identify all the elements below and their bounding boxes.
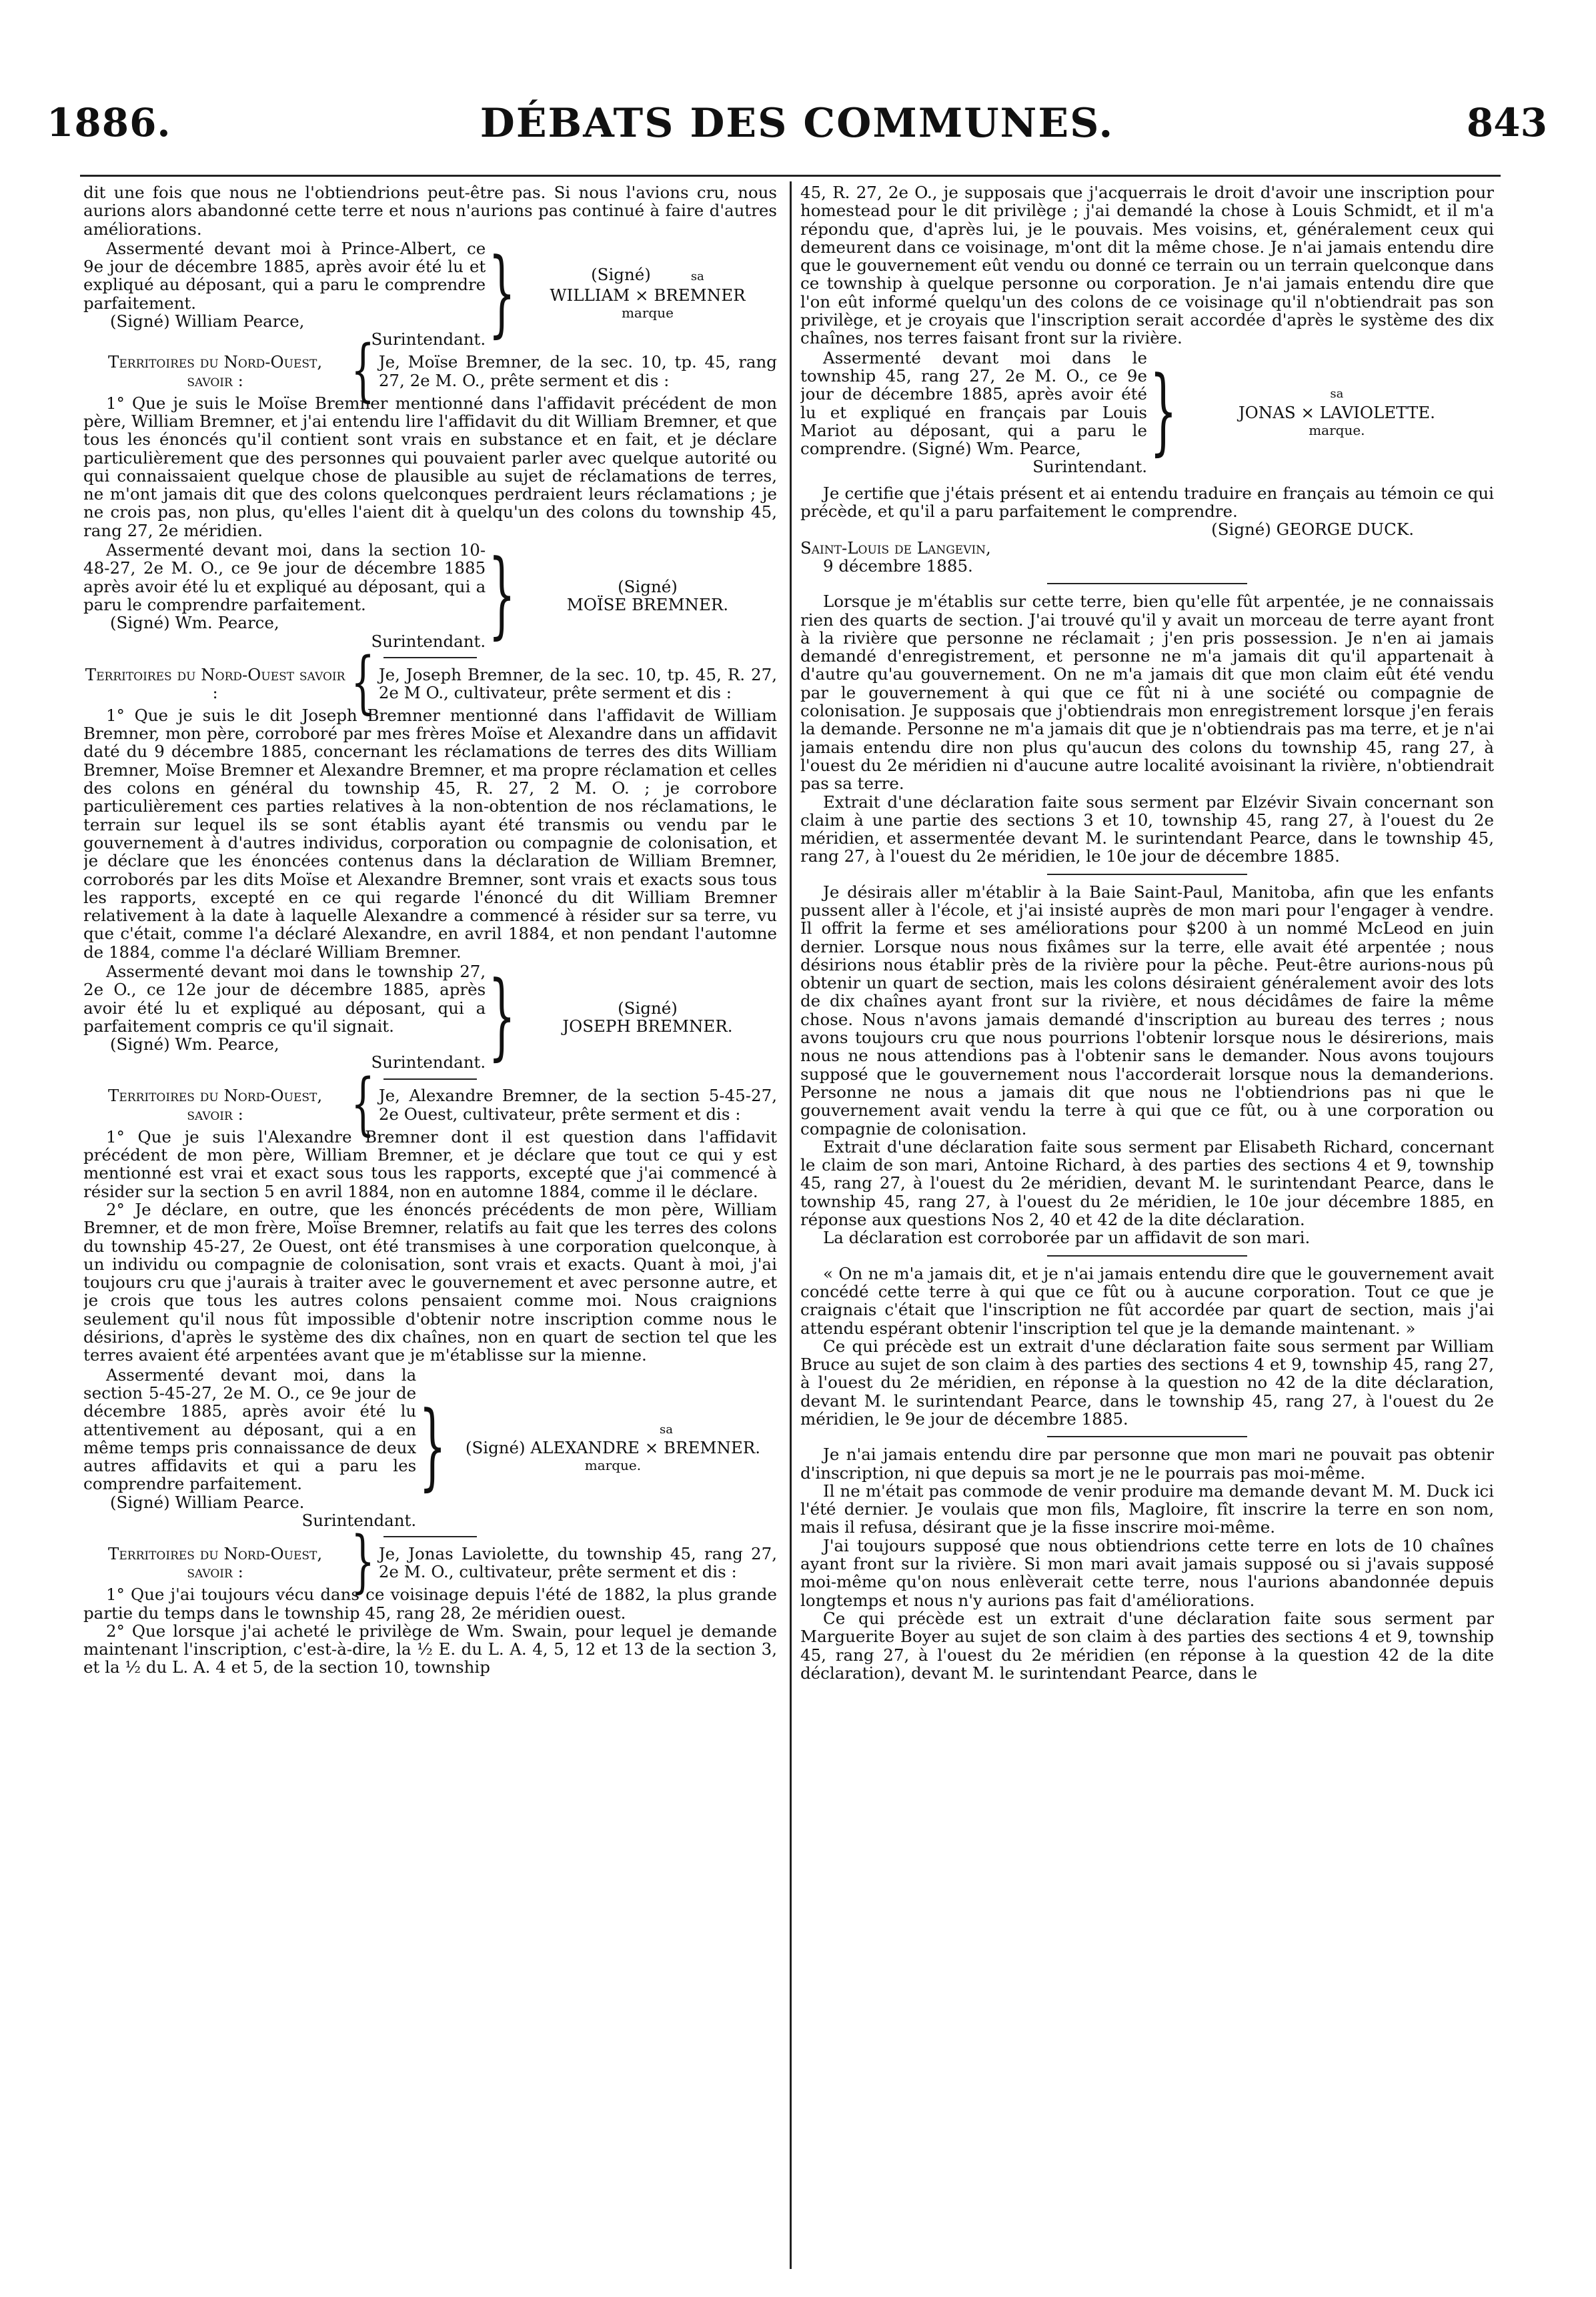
right-column [800, 183, 1494, 2264]
brace: { [351, 331, 375, 410]
paragraph: Ce qui précède est un extrait d'une déclaration faite sous serment par Marguerite Boyer au sujet de son claim à des parties des sections 4 et 9, township 45, rang 27, à l'ouest du 2e méridien (en réponse à la question 42 de la dite déclaration), devant M. le surintendant Pearce, dans le [800, 1608, 1494, 1683]
paragraph: 1° Que je suis le Moïse Bremner mentionné dans l'affidavit précédent de mon père, William Bremner, et j'ai entendu lire l'affidavit du dit William Bremner, et que tous les énoncés qu'il contient sont vrais en substance et en fait, et je déclare particulièrement que des personnes qui pouvaient parler avec quelque autorité ou qui connaissaient quelque chose de plausible au sujet de réclamations de terres, ne m'ont jamais dit que des colons quelconques perdraient leurs réclamations ; je ne crois pas, non plus, qu'elles l'aient dit à quelqu'un des colons du township 45, rang 27, 2e méridien. [83, 393, 777, 540]
brace: } [419, 1393, 446, 1502]
divider [1047, 1436, 1247, 1437]
divider [383, 1536, 477, 1537]
divider [1047, 874, 1247, 875]
affidavit-block [83, 239, 777, 349]
affidavit-text: Assermenté devant moi, dans la section 10-48-27, 2e M. O., ce 9e jour de décembre 1885 après avoir été lu et expliqué au déposant, qui a paru le comprendre parfaitement. [83, 540, 486, 614]
signatory-name: (Signé) ALEXANDRE × BREMNER. [465, 1437, 760, 1457]
territory-text: Je, Alexandre Bremner, de la section 5-45-27, 2e Ouest, cultivateur, prête serment et dis : [378, 1086, 777, 1124]
signatory-name: MOÏSE BREMNER. [566, 594, 729, 614]
marque-label: marque. [584, 1457, 642, 1474]
territory-heading [83, 1065, 777, 1144]
signe-label: (Signé) [618, 998, 678, 1018]
paragraph: Lorsque je m'établis sur cette terre, bien qu'elle fût arpentée, je ne connaissais rien des quarts de section. J'ai trouvé qu'il y avait un morceau de terre ayant front à la rivière que personne ne réclamait ; j'en pris possession. Je n'en ai jamais demandé d'enregistrement, et personne ne m'a jamais dit qu'il appartenait à d'autre qu'au gouvernement. On ne m'a jamais dit que mon claim eût été vendu par le gouvernement à qui que ce fût ni à une société ou compagnie de colonisation. Je supposais que j'obtiendrais mon enregistrement lorsque j'en ferais la demande. Personne ne m'a jamais dit que je n'obtiendrais pas ma terre, et je n'ai jamais entendu dire non plus qu'aucun des colons du township 45, rang 27, à l'ouest du 2e méridien ni d'aucune autre localité avoisinant la rivière, n'obtiendrait pas sa terre. [800, 592, 1494, 794]
territory-heading [83, 1523, 777, 1601]
territory-text: Je, Moïse Bremner, de la sec. 10, tp. 45, rang 27, 2e M. O., prête serment et dis : [378, 352, 777, 390]
territory-label: Territoires du Nord-Ouest, savoir : [108, 1544, 323, 1582]
paragraph: Ce qui précède est un extrait d'une déclaration faite sous serment par William Bruce au sujet de son claim à des parties des sections 4 et 9, township 45, rang 27, à l'ouest du 2e méridien, en réponse à la question no 42 de la dite déclaration, devant M. le surintendant Pearce, dans le township 45, rang 27, à l'ouest du 2e méridien, le 9e jour de décembre 1885. [800, 1336, 1494, 1429]
affidavit-text: Assermenté devant moi dans le township 45, rang 27, 2e M. O., ce 9e jour de décembre 1885, après avoir été lu et expliqué en français par Louis Mariot au déposant, qui a paru le comprendre. (Signé) Wm. Pearce, [800, 347, 1147, 459]
paragraph: Il ne m'était pas commode de venir produire ma demande devant M. M. Duck ici l'été dernier. Je voulais que mon fils, Magloire, fît inscrire la terre en son nom, mais il refusa, désirant que je la fisse inscrire moi-même. [800, 1481, 1494, 1537]
paragraph: dit une fois que nous ne l'obtiendrions peut-être pas. Si nous l'avions cru, nous aurions alors abandonné cette terre et nous n'aurions pas continué à faire d'autres améliorations. [83, 183, 777, 239]
marque-label: marque. [1309, 422, 1365, 438]
affidavit-text: Assermenté devant moi, dans la section 5-45-27, 2e M. O., ce 9e jour de décembre 1885, après avoir été lu attentivement au déposant, qui a en même temps pris connaissance de deux autres affidavits et qui a paru les comprendre parfaitement. [83, 1365, 417, 1494]
signatory-name: JOSEPH BREMNER. [562, 1016, 733, 1036]
year: 1886. [47, 100, 171, 145]
territory-label: Territoires du Nord-Ouest savoir : [85, 664, 345, 702]
brace: { [351, 1065, 375, 1144]
signature-line: (Signé) GEORGE DUCK. [1211, 520, 1414, 540]
left-column [83, 183, 777, 2264]
brace: } [1150, 357, 1177, 467]
affidavit-block [83, 962, 777, 1072]
paragraph: 2° Je déclare, en outre, que les énoncés précédents de mon père, William Bremner, et de mon frère, Moïse Bremner, relatifs au fait que les terres des colons du township 45-27, 2e Ouest, ont été transmises à une corporation quelconque, à un individu ou compagnie de colonisation, sont vrais et exacts. Quant à moi, j'ai toujours cru que j'aurais à traiter avec le gouvernement et avec personne autre, et je crois que tous les autres colons pensaient comme moi. Nous craignions seulement qu'il nous fût impossible d'obtenir notre inscription comme nous le désirions, d'après le système des dix chaînes, non en quart de section tel que les terres avaient été arpentées avant que je m'établisse sur la mienne. [83, 1199, 777, 1365]
signature-line: (Signé) William Pearce. [110, 1492, 305, 1512]
paragraph: Je n'ai jamais entendu dire par personne que mon mari ne pouvait pas obtenir d'inscription, ni que depuis sa mort je ne le pourrais pas moi-même. [800, 1445, 1494, 1483]
sa-label: sa [659, 1422, 673, 1437]
paragraph: La déclaration est corroborée par un affidavit de son mari. [823, 1228, 1311, 1248]
paragraph: « On ne m'a jamais dit, et je n'ai jamais entendu dire que le gouvernement avait concédé cette terre à qui que ce fût ou à aucune corporation. Tout ce que je craignais c'était que l'inscription ne fût accordée par quart de section, mais j'ai attendu espérant obtenir l'inscription tel que je la demande maintenant. » [800, 1263, 1494, 1338]
brace: } [488, 239, 516, 349]
page-header [47, 100, 1547, 160]
brace: } [351, 1523, 375, 1601]
brace: } [488, 962, 516, 1072]
paragraph: 2° Que lorsque j'ai acheté le privilège de Wm. Swain, pour lequel je demande maintenant l'inscription, c'est-à-dire, la ½ E. du L. A. 4, 5, 12 et 13 de la section 3, et la ½ du L. A. 4 et 5, de la section 10, township [83, 1621, 777, 1677]
affidavit-text: Assermenté devant moi à Prince-Albert, ce 9e jour de décembre 1885, après avoir été lu et expliqué au déposant, qui a paru le comprendre parfaitement. [83, 238, 486, 313]
header-rule [80, 175, 1501, 177]
signature-title: Surintendant. [371, 329, 486, 349]
sa-label: sa [1330, 387, 1344, 402]
signature-line: (Signé) Wm. Pearce, [110, 613, 279, 633]
paragraph: Extrait d'une déclaration faite sous serment par Elisabeth Richard, concernant le claim de son mari, Antoine Richard, à des parties des sections 4 et 9, township 45, rang 27, à l'ouest du 2e méridien, devant M. le surintendant Pearce, dans le township 45, rang 27, à l'ouest du 2e méridien, le 10e jour décembre 1885, en réponse aux questions Nos 2, 40 et 42 de la dite déclaration. [800, 1136, 1494, 1230]
territory-label: Territoires du Nord-Ouest, savoir : [108, 1086, 323, 1124]
signatory-name: JONAS × LAVIOLETTE. [1238, 402, 1435, 422]
divider [383, 1078, 477, 1080]
affidavit-block [83, 1366, 777, 1530]
signature-line: (Signé) Wm. Pearce, [110, 1034, 279, 1054]
sa-label: sa [690, 269, 704, 284]
divider [1047, 583, 1247, 584]
divider [1047, 1255, 1247, 1257]
paragraph: 1° Que je suis le dit Joseph Bremner mentionné dans l'affidavit de William Bremner, mon père, corroboré par mes frères Moïse et Alexandre dans un affidavit daté du 9 décembre 1885, concernant les réclamations de terres des dits William Bremner, Moïse Bremner et Alexandre Bremner, et ma propre réclamation et celles des colons en général du township 45, R. 27, 2 M. O. ; je corrobore particulièrement ces parties relatives à la non-obtention de nos réclamations, le terrain sur lequel ils se sont établis ayant été transmis ou vendu par le gouvernement à d'autres individus, corporation ou compagnie de colonisation, et je déclare que les énoncées contenus dans la déclaration de William Bremner, corroborés par les dits Moïse et Alexandre Bremner, sont vrais et exacts sous tous les rapports, excepté en ce qui regarde l'énoncé du dit William Bremner relativement à la date à laquelle Alexandre a commencé à résider sur sa terre, vu que c'était, comme l'a déclaré Alexandre, en avril 1884, et non pendant l'automne de 1884, comme l'a déclaré William Bremner. [83, 705, 777, 962]
affidavit-block [83, 541, 777, 650]
affidavit-block [800, 349, 1494, 476]
page-title: DÉBATS DES COMMUNES. [480, 100, 1114, 147]
paragraph: 45, R. 27, 2e O., je supposais que j'acquerrais le droit d'avoir une inscription pour homestead pour le dit privilège ; j'ai demandé la chose à Louis Schmidt, et il m'a répondu que, d'après lui, je le pouvais. Mes voisins, et, généralement ceux qui demeurent dans ce voisinage, m'ont dit la même chose. Je n'ai jamais entendu dire que le gouvernement eût vendu ou donné ce terrain ou un terrain quelconque dans ce township à quelque personne ou corporation. Je n'ai jamais entendu dire que l'on eût informé quelqu'un des colons de ce voisinage qu'il n'obtiendrait pas son privilège, et je croyais que l'inscription serait accordée d'après le système des dix chaînes, nos terres faisant front sur la rivière. [800, 183, 1494, 348]
signature-title: Surintendant. [371, 1052, 486, 1072]
brace: } [488, 541, 516, 650]
affidavit-text: Assermenté devant moi dans le township 27, 2e O., ce 12e jour de décembre 1885, après avoir été lu et expliqué au déposant, qui a parfaitement compris ce qu'il signait. [83, 961, 486, 1036]
column-rule [790, 181, 792, 2269]
signature-title: Surintendant. [301, 1511, 417, 1530]
signe-label: (Signé) [591, 265, 651, 285]
paragraph: Je certifie que j'étais présent et ai entendu traduire en français au témoin ce qui précède, et qu'il a paru parfaitement le comprendre. [800, 483, 1494, 522]
place-line: Saint-Louis de Langevin, [800, 538, 991, 558]
signe-label: (Signé) [618, 576, 678, 596]
signatory-name: WILLIAM × BREMNER [550, 285, 746, 305]
paragraph: 1° Que je suis l'Alexandre Bremner dont il est question dans l'affidavit précédent de mon père, William Bremner, et je déclare que tout ce qui y est mentionné est vrai et exact sous tous les rapports, excepté que j'ai commencé à résider sur la section 5 en avril 1884, non en automne 1884, comme il le déclare. [83, 1126, 777, 1201]
brace: { [351, 644, 375, 722]
territory-text: Je, Joseph Bremner, de la sec. 10, tp. 45, R. 27, 2e M O., cultivateur, prête serment et dis : [378, 664, 777, 702]
territory-text: Je, Jonas Laviolette, du township 45, rang 27, 2e M. O., cultivateur, prête serment et dis : [378, 1544, 777, 1582]
marque-label: marque [621, 304, 674, 321]
page-number: 843 [1466, 100, 1547, 145]
paragraph: Je désirais aller m'établir à la Baie Saint-Paul, Manitoba, afin que les enfants pussent aller à l'école, et j'ai insisté auprès de mon mari pour l'engager à vendre. Il offrit la ferme et ses améliorations pour $200 à un nommé McLeod en juin dernier. Lorsque nous nous fixâmes sur la terre, elle avait été arpentée ; nous désirions nous établir près de la rivière pour la pêche. Peut-être aurions-nous pû obtenir un quart de section, mais les colons désiraient généralement avoir des lots de dix chaînes ayant front sur la rivière, et nous décidâmes de faire la même chose. Nous n'avons jamais demandé d'inscription au bureau des terres ; nous avons toujours cru que nous pourrions l'obtenir lorsque nous le désirerions, mais nous ne nous attendions pas à l'obtenir sans le demander. Nous avons toujours supposé que le gouvernement nous l'accorderait lorsque nous la demanderions. Personne ne nous a jamais dit que nous ne l'obtiendrions pas ni que le gouvernement avait vendu la terre à qui que ce fût, ou à une corporation ou compagnie de colonisation. [800, 882, 1494, 1138]
signature-line: (Signé) William Pearce, [110, 311, 305, 331]
date-line: 9 décembre 1885. [823, 556, 973, 576]
signature-title: Surintendant. [371, 631, 486, 651]
paragraph: Extrait d'une déclaration faite sous serment par Elzévir Sivain concernant son claim à une partie des sections 3 et 10, township 45, rang 27, à l'ouest du 2e méridien, et assermentée devant M. le surintendant Pearce, dans le township 45, rang 27, à l'ouest du 2e méridien, le 10e jour de décembre 1885. [800, 792, 1494, 866]
divider [383, 657, 477, 658]
paragraph: J'ai toujours supposé que nous obtiendrions cette terre en lots de 10 chaînes ayant front sur la rivière. Si mon mari avait jamais supposé ou si j'avais supposé moi-même qu'on nous enlèverait cette terre, nous l'aurions abandonnée depuis longtemps et nous n'y aurions pas fait d'améliorations. [800, 1535, 1494, 1610]
paragraph: 1° Que j'ai toujours vécu dans ce voisinage depuis l'été de 1882, la plus grande partie du temps dans le township 45, rang 28, 2e méridien ouest. [83, 1585, 777, 1623]
territory-label: Territoires du Nord-Ouest, savoir : [108, 352, 323, 390]
territory-heading [83, 644, 777, 722]
signature-title: Surintendant. [1032, 457, 1147, 477]
